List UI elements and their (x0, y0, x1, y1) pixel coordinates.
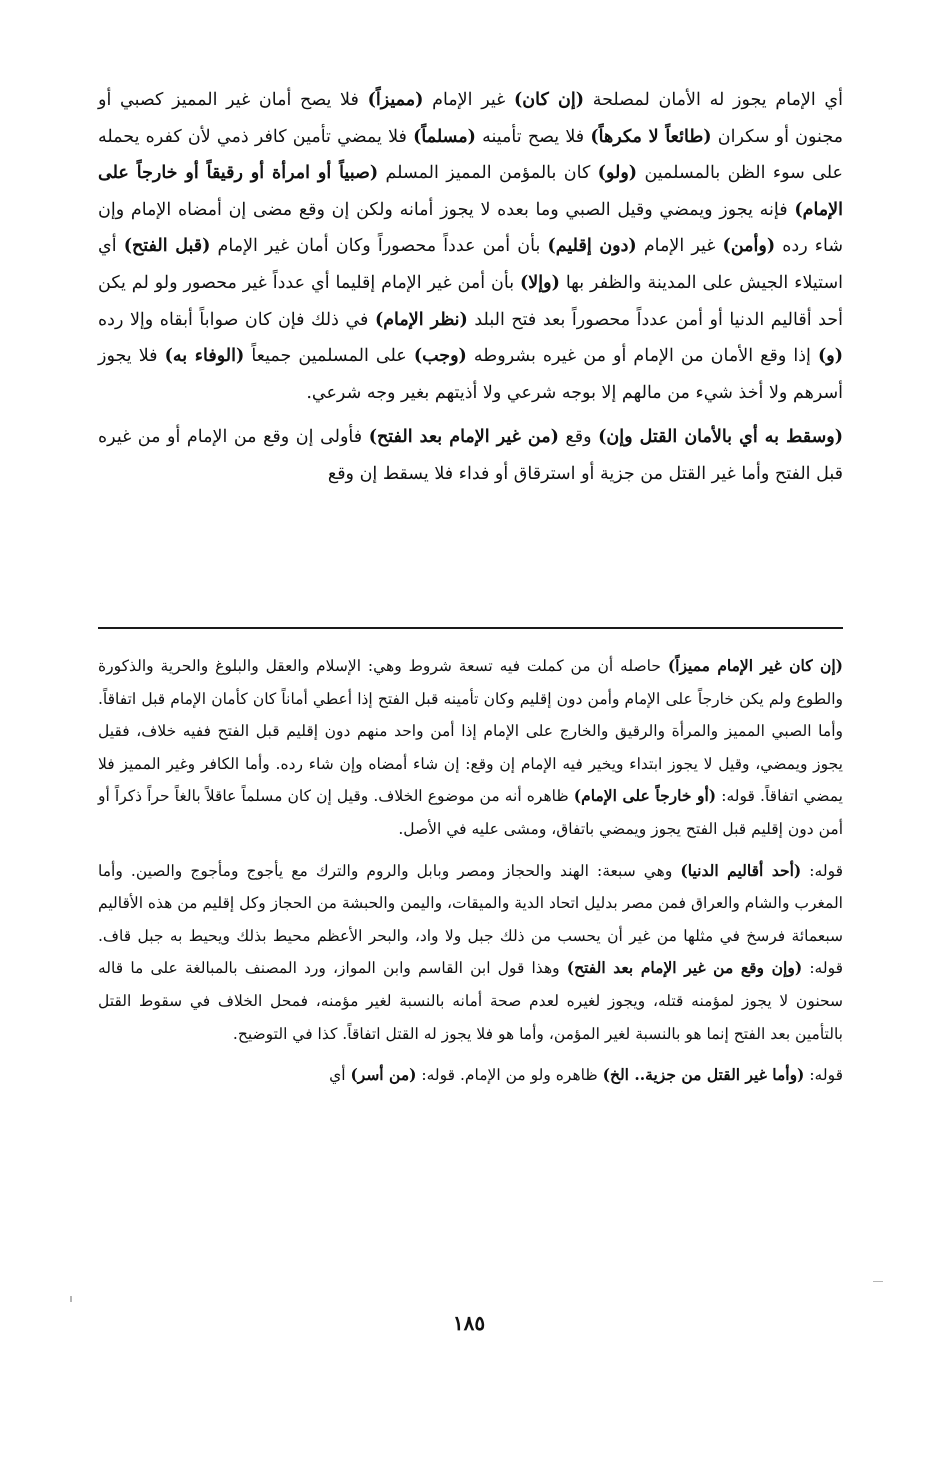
page-number: ١٨٥ (452, 1311, 486, 1335)
footnotes (98, 650, 843, 1092)
bold-term: (إن كان) (514, 90, 585, 110)
text-run: على المسلمين جميعاً (244, 346, 414, 367)
text-run: بأن أمن عدداً محصوراً وكان أمان غير الإمام (210, 236, 548, 257)
text-run: فلا يجوز أسرهم ولا أخذ شيء من مالهم إلا بوجه شرعي ولا أذيتهم بغير وجه شرعي. (98, 346, 843, 403)
scan-speck (70, 1296, 72, 1302)
text-run: في ذلك فإن كان صواباً أبقاه وإلا رده (98, 309, 375, 330)
footnote-paragraph (98, 1059, 843, 1092)
main-paragraph (98, 419, 843, 492)
text-run: فلا يصح تأمينه (475, 126, 591, 147)
bold-term: (وأمن) (722, 236, 776, 257)
text-run: قوله: (804, 1066, 843, 1085)
text-run: إذا وقع الأمان من الإمام أو من غيره بشروطه (466, 346, 818, 367)
text-run: فأولى إن وقع من الإمام أو من غيره قبل الفتح وأما غير القتل من جزية أو استرقاق أو فداء فلا يسقط إن وقع (98, 427, 843, 484)
bold-term: (مميزاً) (367, 90, 424, 110)
bold-term: (قبل الفتح) (123, 236, 211, 257)
bold-term: (وأما غير القتل من جزية.. الخ) (602, 1065, 805, 1085)
bold-term: (وسقط به أي بالأمان القتل وإن) (598, 427, 843, 448)
bold-term: (من أسر) (350, 1065, 417, 1085)
text-run: ظاهره أنه من موضوع الخلاف. وقيل إن كان مسلماً عاقلاً بالغاً حراً ذكراً أو أمن دون إقليم قبل الفتح يجوز ويمضي باتفاق، ومشى عليه في الأصل. (98, 787, 843, 838)
text-run: كان بالمؤمن المميز المسلم (378, 163, 598, 184)
text-run: فإنه يجوز ويمضي وقيل الصبي وما بعده لا يجوز أمانه ولكن إن وقع مضى إن أمضاه الإمام وإن شاء رده (98, 199, 843, 257)
bold-term: (من غير الإمام بعد الفتح) (368, 427, 559, 448)
bold-term: (نظر الإمام) (374, 309, 468, 330)
bold-term: (الوفاء به) (164, 346, 245, 367)
text-run: فلا يصح أمان غير المميز كصبي أو مجنون أو سكران (98, 90, 844, 147)
footnote-paragraph (98, 650, 843, 846)
text-run: وهذا قول ابن القاسم وابن المواز، ورد المصنف بالمبالغة على ما قاله سحنون لا يجوز لمؤمنه قتله، ويجوز لغيره لعدم صحة أمانه بالنسبة لغير مؤمنه، فمحل الخلاف في سقوط القتل بالتأمين بعد الفتح إنما هو بالنسبة لغير المؤمن، وأما هو فلا يجوز له القتل اتفاقاً. كذا في التوضيح. (98, 959, 843, 1043)
text-run: بأن أمن غير الإمام إقليما أي عدداً غير محصور ولو لم يكن أحد أقاليم الدنيا أو أمن عدداً محصوراً بعد فتح البلد (98, 272, 843, 330)
bold-term: (إن كان غير الإمام مميزاً) (667, 656, 843, 675)
text-run: غير الإمام (423, 90, 514, 110)
bold-term: (مسلماً) (413, 126, 476, 147)
scan-speck (873, 1281, 883, 1282)
text-run: أي (329, 1066, 351, 1085)
text-run: غير الإمام (636, 236, 723, 257)
bold-term: (أو خارجاً على الإمام) (573, 786, 717, 806)
bold-term: (وجب) (413, 346, 467, 367)
text-run: فلا يمضي تأمين كافر ذمي لأن كفره يحمله على سوء الظن بالمسلمين (98, 126, 843, 184)
text-run: أي استيلاء الجيش على المدينة والظفر بها (98, 236, 843, 293)
text-run: ظاهره ولو من الإمام. قوله: (416, 1066, 603, 1085)
text-run: حاصله أن من كملت فيه تسعة شروط وهي: الإسلام والعقل والبلوغ والحرية والذكورة والطوع ولم يكن خارجاً على الإمام وأمن دون إقليم وكان تأمينه قبل الفتح إذا أعطي أماناً كان كأمان الإمام قبل اتفاقاً. وأما الصبي المميز والمرأة والرقيق والخارج على الإمام إذا أمن واحد منهم دون إقليم قبل الفتح ففيه خلاف، فقيل يجوز ويمضي، وقيل لا يجوز ابتداء ويخير فيه الإمام إن وقع: إن شاء أمضاه وإن شاء رده. وأما الكافر وغير المميز فلا يمضي اتفاقاً. قوله: (98, 657, 844, 806)
bold-term: (صبياً أو امرأة أو رقيقاً أو خارجاً على الإمام) (98, 163, 843, 220)
text-run: وهي سبعة: الهند والحجاز ومصر وبابل والروم والترك مع يأجوج ومأجوج والصين. وأما المغرب والشام والعراق فمن مصر بدليل اتحاد الدية والميقات، واليمن والحبشة من الحجاز وكل إقليم من هذه الأقاليم سبعمائة فرسخ في مثلها من غير أن يحسب من ذلك جبل ولا واد، والبحر الأعظم محيط بذلك ويحيط به جبل قاف. قوله: (98, 861, 843, 978)
bold-term: (ولو) (597, 163, 638, 184)
bold-term: (أحد أقاليم الدنيا) (680, 860, 802, 880)
text-run: قوله: (801, 861, 843, 880)
bold-term: (و) (817, 346, 843, 367)
bold-term: (وإن وقع من غير الإمام بعد الفتح) (566, 958, 803, 978)
text-run: وقع (558, 427, 599, 448)
footnote-divider (98, 627, 843, 629)
bold-term: (طائعاً لا مكرهاً) (590, 126, 712, 147)
bold-term: (وإلا) (520, 272, 560, 293)
main-text (98, 82, 843, 493)
text-run: أي الإمام يجوز له الأمان لمصلحة (584, 90, 843, 110)
main-paragraph (98, 82, 843, 411)
bold-term: (دون إقليم) (547, 236, 637, 257)
footnote-paragraph (98, 855, 843, 1051)
